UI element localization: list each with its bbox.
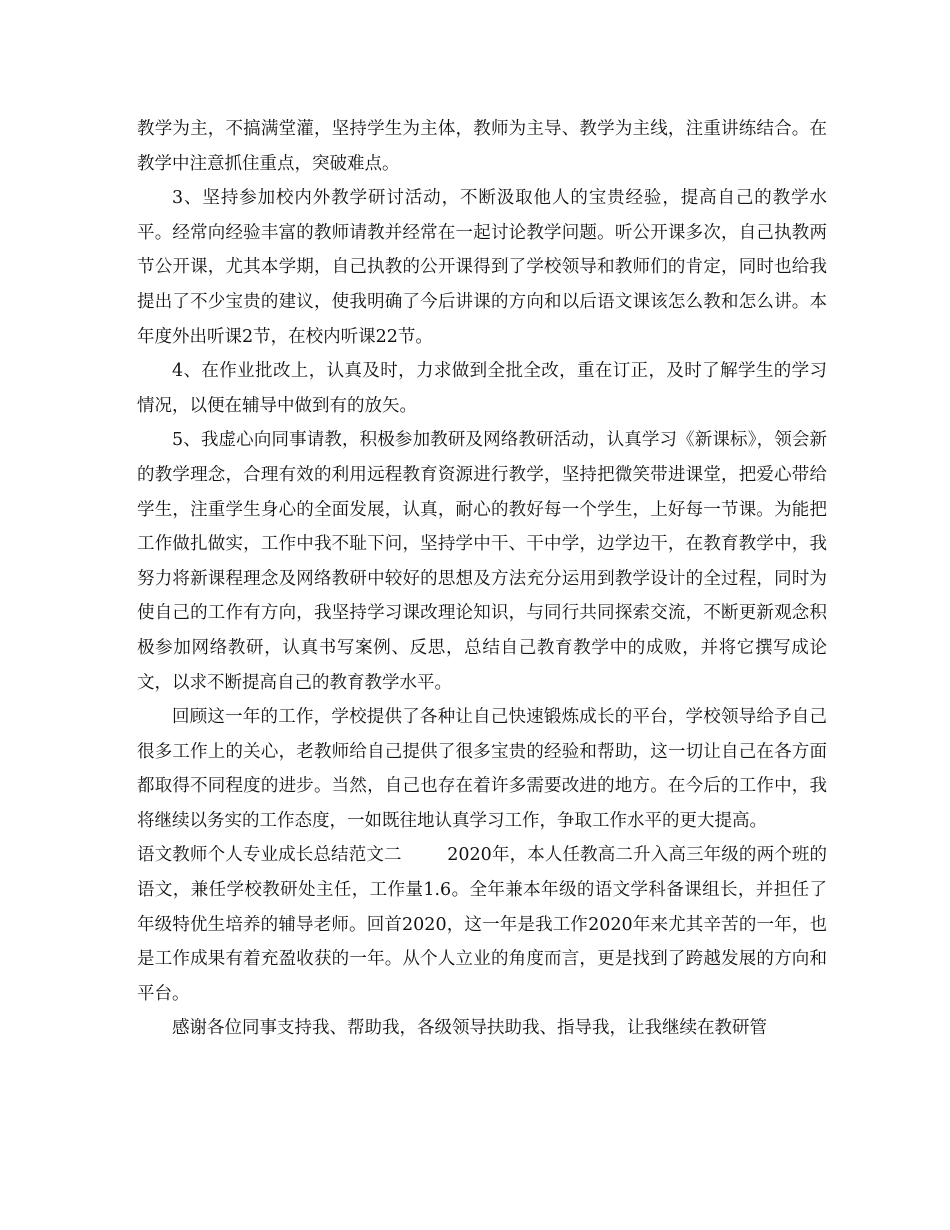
paragraph-3: 4、在作业批改上，认真及时，力求做到全批全改，重在订正，及时了解学生的学习情况，以便在辅导中做到有的放矢。 [137,361,827,416]
paragraph-4: 5、我虚心向同事请教，积极参加教研及网络教研活动，认真学习《新课标》，领会新的教学理念，合理有效的利用远程教育资源进行教学，坚持把微笑带进课堂，把爱心带给学生，注重学生身心的全面发展，认真，耐心的教好每一个学生，上好每一节课。为能把工作做扎做实，工作中我不耻下问，坚持学中干、干中学，边学边干，在教育教学中，我努力将新课程理念及网络教研中较好的思想及方法充分运用到教学设计的全过程，同时为使自己的工作有方向，我坚持学习课改理论知识，与同行共同探索交流，不断更新观念积极参加网络教研，认真书写案例、反思，总结自己教育教学中的成败，并将它撰写成论文，以求不断提高自己的教育教学水平。 [137,430,827,693]
document-page [137,112,827,1046]
paragraph-1: 教学为主，不搞满堂灌，坚持学生为主体，教师为主导、教学为主线，注重讲练结合。在教学中注意抓住重点，突破难点。 [137,119,827,174]
paragraph-7: 感谢各位同事支持我、帮助我，各级领导扶助我、指导我，让我继续在教研管 [172,1018,767,1039]
paragraph-6-heading-and-body: 语文教师个人专业成长总结范文二 2020年，本人任教高二升入高三年级的两个班的语文，兼任学校教研处主任，工作量1.6。全年兼本年级的语文学科备课组长，并担任了年级特优生培养的辅导老师。回首2020，这一年是我工作2020年来尤其辛苦的一年，也是工作成果有着充盈收获的一年。从个人立业的角度而言，更是找到了跨越发展的方向和平台。 [137,845,827,1004]
paragraph-2: 3、坚持参加校内外教学研讨活动，不断汲取他人的宝贵经验，提高自己的教学水平。经常向经验丰富的教师请教并经常在一起讨论教学问题。听公开课多次，自己执教两节公开课，尤其本学期，自己执教的公开课得到了学校领导和教师们的肯定，同时也给我提出了不少宝贵的建议，使我明确了今后讲课的方向和以后语文课该怎么教和怎么讲。本年度外出听课2节，在校内听课22节。 [137,188,827,347]
paragraph-5: 回顾这一年的工作，学校提供了各种让自己快速锻炼成长的平台，学校领导给予自己很多工作上的关心，老教师给自己提供了很多宝贵的经验和帮助，这一切让自己在各方面都取得不同程度的进步。当然，自己也存在着许多需要改进的地方。在今后的工作中，我将继续以务实的工作态度，一如既往地认真学习工作，争取工作水平的更大提高。 [137,707,827,831]
